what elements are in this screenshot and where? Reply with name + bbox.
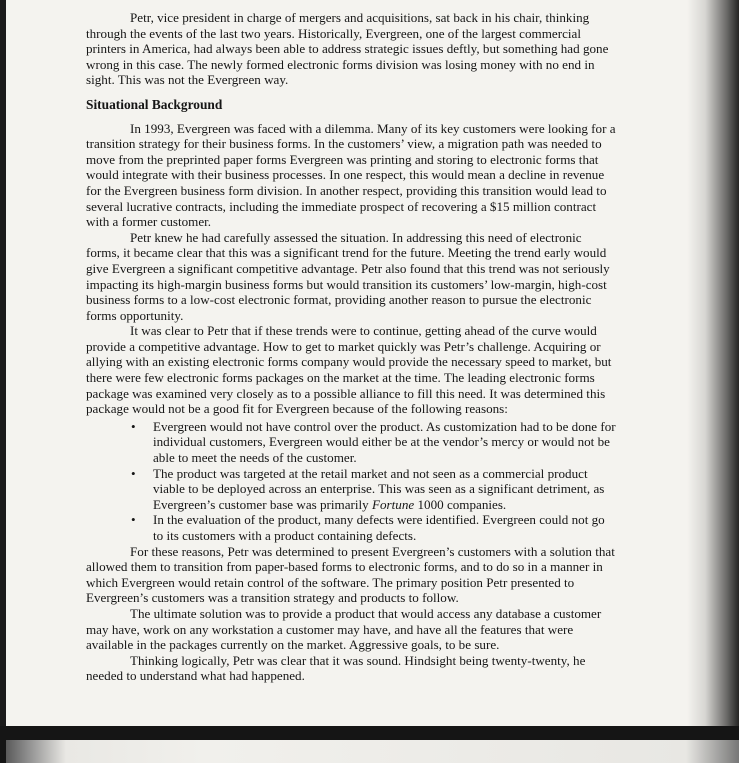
list-item — [86, 466, 618, 513]
list-item — [86, 512, 618, 543]
reasons-list — [86, 419, 618, 544]
paragraph-solution: The ultimate solution was to provide a product that would access any database a customer may have, work on any workstation a customer may have, and have all the features that were available in the packages currently on the market. Aggressive goals, to be sure. — [86, 605, 602, 653]
list-item-text: The product was targeted at the retail market and not seen as a commercial product viable to be deployed across an enterprise. This was seen as a significant detriment, as Evergreen’s customer base was primarily Fortune 1000 companies. — [153, 465, 605, 512]
list-item-text: Evergreen would not have control over the product. As customization had to be done for individual customers, Evergreen would either be at the vendor’s mercy or would not be able to meet the needs of the customer. — [153, 418, 616, 466]
book-spine-shadow — [687, 0, 739, 726]
paragraph-decision: For these reasons, Petr was determined to present Evergreen’s customers with a solution that allowed them to transition from paper-based forms to electronic forms, and to do so in a manner in which Evergreen would retain control of the software. The primary position Petr presented to Evergreen’s customers was a transition strategy and products to follow. — [86, 543, 615, 606]
bullet-icon: • — [131, 465, 136, 481]
bullet-icon: • — [131, 418, 136, 434]
section-heading: Situational Background — [86, 96, 223, 112]
paragraph-dilemma: In 1993, Evergreen was faced with a dilemma. Many of its key customers were looking for a transition strategy for their business forms. In the customers’ view, a migration path was needed to move from the preprinted paper forms Evergreen was printing and storing to electronic forms that would integrate with their business processes. In one respect, this would mean a decline in revenue for the Evergreen business form division. In another respect, providing this transition would lead to several lucrative contracts, including the immediate prospect of recovering a $15 million contract with a former customer. — [86, 120, 616, 230]
paragraph-assessment: Petr knew he had carefully assessed the situation. In addressing this need of electronic forms, it became clear that this was a significant trend for the future. Meeting the trend early would give Evergreen a significant competitive advantage. Petr also found that this trend was not seriously impacting its high-margin business forms but would transition its customers’ low-margin, high-cost business forms to a low-cost electronic format, providing another reason to pursue the electronic forms opportunity. — [86, 229, 610, 323]
list-item — [86, 419, 618, 466]
next-page-edge — [6, 740, 739, 763]
paragraph-conclusion: Thinking logically, Petr was clear that it was sound. Hindsight being twenty-twenty, he needed to understand what had happened. — [86, 652, 586, 684]
page-content — [86, 10, 618, 684]
book-page — [6, 0, 739, 726]
list-item-text: In the evaluation of the product, many defects were identified. Evergreen could not go to its customers with a product containing defects. — [153, 512, 605, 543]
bullet-icon: • — [131, 512, 136, 528]
paragraph-trends: It was clear to Petr that if these trends were to continue, getting ahead of the curve would provide a competitive advantage. How to get to market quickly was Petr’s challenge. Acquiring or allying with an existing electronic forms company would provide the necessary speed to market, but there were few electronic forms packages on the market at the time. The leading electronic forms package was examined very closely as to a possible alliance to fill this need. It was determined this package would not be a good fit for Evergreen because of the following reasons: — [86, 323, 612, 417]
paragraph-intro: Petr, vice president in charge of mergers and acquisitions, sat back in his chair, thinking through the events of the last two years. Historically, Evergreen, one of the largest commercial printers in America, had always been able to address strategic issues deftly, but something had gone wrong in this case. The newly formed electronic forms division was losing money with no end in sight. This was not the Evergreen way. — [86, 10, 609, 88]
